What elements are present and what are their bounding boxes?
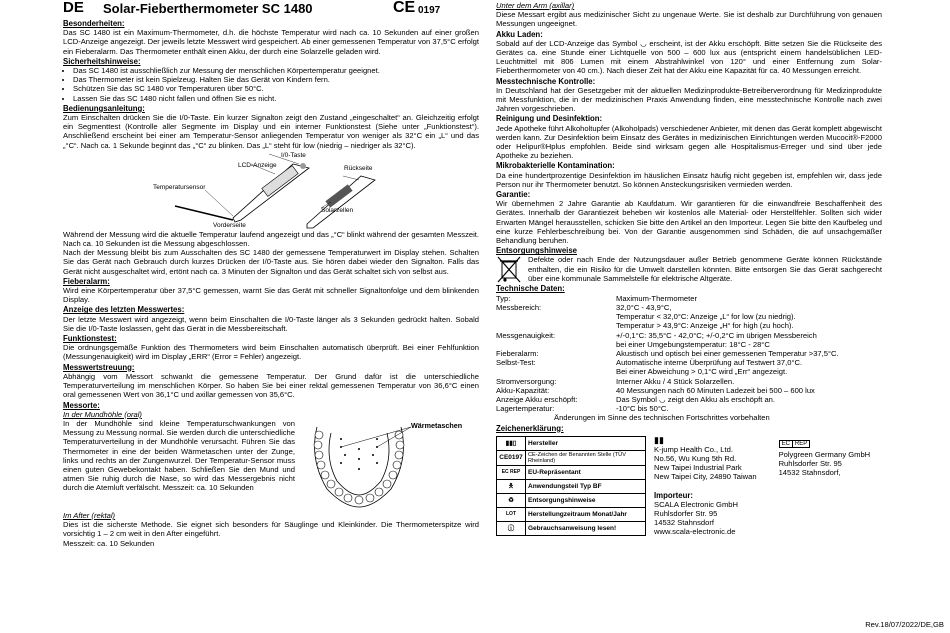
mund-heading: In der Mundhöhle (oral) xyxy=(63,409,142,419)
waermetaschen-label: Wärmetaschen xyxy=(411,420,463,430)
mund-text: In der Mundhöhle sind kleine Temperaturschwankungen von Messung zu Messung normal. Sie werden durch die unterschiedliche Temperaturverteilung in der Mundhöhle verursacht. Führen Sie das Thermometer in eine der beiden Wärmetaschen unter der Zunge, links und rechts an der Zungenwurzel. Der Temperatur-Sensor muss einen guten Gewebekontakt haben. Schließen Sie den Mund und atmen Sie ruhig durch die Nase, so wird das Messergebnis nicht durch die Atemluft verfälscht. Messzeit: ca. 10 Sekunden xyxy=(63,418,295,493)
funktionstest-text: Die ordnungsgemäße Funktion des Thermometers wird beim Einschalten automatisch überprüft. Bei einer Fehlfunktion (Messungenauigkeit) wird im Display „ERR“ (Error = Fehler) angezeigt. xyxy=(63,343,479,362)
entsorgung-section xyxy=(496,255,882,283)
importer-address xyxy=(654,491,870,536)
list-item: • Das SC 1480 ist ausschließlich zur Messung der menschlichen Körpertemperatur geeignet. xyxy=(73,66,479,75)
address-line: New Taipei Industrial Park xyxy=(654,462,742,472)
importer-heading: Importeur: xyxy=(654,490,693,500)
io-taste-label: I/0-Taste xyxy=(281,151,306,159)
tech-label: Messgenauigkeit: xyxy=(496,330,556,340)
symbol-desc: CE-Zeichen der Benannten Stelle (TÜV Rheinland) xyxy=(526,450,646,465)
tech-value: Temperatur > 43,9°C: Anzeige „H“ for high (zu hoch). xyxy=(616,321,794,331)
language-code: DE xyxy=(63,0,84,16)
address-line: www.scala-electronic.de xyxy=(654,526,736,536)
manufacturer-icon: ▮▮▯ xyxy=(497,436,526,450)
sicherheit-heading: Sicherheitshinweise: xyxy=(63,56,141,66)
tech-value: Das Symbol ◡ zeigt den Akku als erschöpft an. xyxy=(616,394,776,404)
funktionstest-heading: Funktionstest: xyxy=(63,334,117,344)
address-line: Polygreen Germany GmbH xyxy=(778,449,871,459)
messwertstreuung-heading: Messwertstreuung: xyxy=(63,362,135,372)
manufacturer-address xyxy=(654,436,757,481)
thermometer-front-icon xyxy=(175,163,309,222)
wheelie-bin-crossed-icon xyxy=(496,255,522,283)
tech-value: 32,0°C - 43,9°C, xyxy=(616,302,672,312)
address-line: SCALA Electronic GmbH xyxy=(654,499,738,509)
after-heading: Im After (rektal) xyxy=(63,510,116,520)
sensor-label: Temperatursensor xyxy=(153,183,206,191)
tech-value: 40 Messungen nach 60 Minuten Ladezeit bei 500 – 600 lux xyxy=(616,385,815,395)
arm-heading: Unter dem Arm (axillar) xyxy=(496,1,575,10)
symbols-and-addresses xyxy=(496,436,882,536)
tech-label: Typ: xyxy=(496,293,511,303)
address-line: Ruhlsdorfer Str. 95 xyxy=(654,508,718,518)
table-row xyxy=(497,479,646,493)
table-row xyxy=(497,521,646,535)
tech-value: Bei einer Abweichung > 0,1°C wird „Err“ angezeigt. xyxy=(616,367,788,377)
left-column xyxy=(63,0,479,548)
sicherheit-list xyxy=(63,66,479,103)
kontrolle-heading: Messtechnische Kontrolle: xyxy=(496,76,596,86)
address-line: No.56, Wu Kung 5th Rd. xyxy=(654,453,737,463)
address-block xyxy=(654,436,870,536)
tech-label xyxy=(496,367,614,376)
table-row xyxy=(497,450,646,465)
list-item: • Schützen Sie das SC 1480 vor Temperaturen über 50°C. xyxy=(73,84,479,93)
symbol-desc: EU-Repräsentant xyxy=(526,465,646,479)
revision-label: Rev.18/07/2022/DE,GB xyxy=(865,619,944,629)
ec-badge: EC xyxy=(779,440,793,448)
zeichen-heading: Zeichenerklärung: xyxy=(496,423,564,433)
ce-icon: CE0197 xyxy=(497,450,526,465)
factory-icon: ▮▮ xyxy=(654,434,664,445)
right-column xyxy=(496,0,882,536)
mund-section xyxy=(63,419,479,511)
symbol-desc: Entsorgungshinweise xyxy=(526,493,646,507)
lot-icon: LOT xyxy=(497,507,526,521)
tech-label xyxy=(496,321,614,330)
tech-value: Temperatur < 32,0°C: Anzeige „L“ for low (zu niedrig). xyxy=(616,312,796,322)
messung-text-1: Während der Messung wird die aktuelle Temperatur laufend angezeigt und das „°C“ blinkt während der gesamten Messzeit. Nach ca. 10 Sekunden ist die Messung abgeschlossen. xyxy=(63,229,479,249)
after-zeit: Messzeit: ca. 10 Sekunden xyxy=(63,538,155,548)
entsorgung-text: Defekte oder nach Ende der Nutzungsdauer außer Betrieb genommene Geräte können Rückstände enthalten, die ein Risiko für die Umwelt darstellen könnten. Bitte entsorgen Sie das Gerät sachgerecht über eine kommunale Sammelstelle für elektrische Altgeräte. xyxy=(528,255,882,283)
tech-label: Lagertemperatur: xyxy=(496,404,555,414)
table-row xyxy=(497,493,646,507)
address-line: 14532 Stahnsdorf xyxy=(654,517,714,527)
tech-value: +/-0,1°C: 35,5°C - 42,0°C; +/-0,2°C im übrigen Messbereich xyxy=(616,330,817,340)
kontrolle-text: In Deutschland hat der Gesetzgeber mit der aktuellen Medizinprodukte-Betreiberverordnung für Medizinprodukte mit Messfunktion, die in der medizinischen Praxis Anwendung finden, eine messtechnische Kontrolle nach zwei Jahren vorgeschrieben. xyxy=(496,85,882,114)
table-row xyxy=(497,507,646,521)
solarzellen-label: Solarzellen xyxy=(321,206,354,214)
disposal-icon: ♻ xyxy=(497,493,526,507)
fieberalarm-text: Wird eine Körpertemperatur über 37,5°C gemessen, warnt Sie das Gerät mit schneller Signaltonfolge und dem blinkenden Display. xyxy=(63,286,479,305)
anzeige-heading: Anzeige des letzten Messwertes: xyxy=(63,305,185,315)
tech-label: Stromversorgung: xyxy=(496,376,557,386)
thermometer-figure xyxy=(63,150,479,230)
tech-value: Akustisch und optisch bei einer gemessenen Temperatur >37,5°C. xyxy=(616,348,839,358)
vorderseite-label: Vorderseite xyxy=(213,221,246,229)
besonderheiten-text: Das SC 1480 ist ein Maximum-Thermometer, d.h. die höchste Temperatur wird nach ca. 10 Sekunden auf einer großen LCD-Anzeige angezeigt. Der jeweils letzte Messwert wird gespeichert. Ab einer gemessenen Temperatur von 37,5°C erfolgt ein Fieberalarm. Das Thermometer enthält einen Akku, der durch eine Solarzelle geladen wird. xyxy=(63,28,479,56)
arm-text: Diese Messart ergibt aus medizinischer Sicht zu ungenaue Werte. Sie ist deshalb zur Durchführung von genauen Messungen ungeeignet. xyxy=(496,10,882,29)
mikro-text: Da eine hundertprozentige Desinfektion im häuslichen Einsatz häufig nicht gegeben ist, empfehlen wir, dass jede Person nur ihr Thermometer benutzt. So können Ansteckungsrisiken vermieden werden. xyxy=(496,170,882,189)
table-row xyxy=(497,436,646,450)
info-icon: ⓘ xyxy=(497,521,526,535)
ec-rep-icon: EC REP xyxy=(497,465,526,479)
rueckseite-label: Rückseite xyxy=(344,164,373,172)
messorte-heading: Messorte: xyxy=(63,400,100,410)
rep-badge: REP xyxy=(793,440,810,448)
teeth-diagram-icon xyxy=(299,419,479,511)
tech-table xyxy=(496,294,882,414)
mouth-figure xyxy=(299,419,479,511)
lcd-label: LCD-Anzeige xyxy=(238,161,277,169)
symbol-table xyxy=(496,436,646,536)
tech-value: -10°C bis 50°C. xyxy=(616,404,669,414)
akku-text: Sobald auf der LCD-Anzeige das Symbol ◡ erscheint, ist der Akku erschöpft. Bitte setzen Sie die Rückseite des Gerätes ca. eine Stunde einer Lichtquelle von 500 – 600 lux aus (entspricht einem handelsüblichen LED-Leuchtmittel mit 806 Lumen mit einem Abstrahlwinkel von 120° und einer Entfernung zum Solar-Fieberthermometer von 40 cm.). Nach dieser Zeit hat der Akku eine Kapazität für ca. 40 Messungen erreicht. xyxy=(496,38,882,76)
header xyxy=(63,0,479,18)
address-line: New Taipei City, 24890 Taiwan xyxy=(654,471,757,481)
ec-rep-address xyxy=(779,436,871,481)
symbol-desc: Gebrauchsanweisung lesen! xyxy=(526,521,646,535)
messung-text-2: Nach der Messung bleibt bis zum Ausschalten des SC 1480 der gemessene Temperaturwert im Display stehen. Schalten Sie das Gerät nach Gebrauch durch kurzes Drücken der I/0-Taste aus. Sie hören dabei wieder den Signalton. Falls das Gerät nicht ausgeschaltet wird, ertönt nach ca. 3 Minuten der Signalton und das Gerät schaltet sich von selbst aus. xyxy=(63,248,479,276)
tech-label: Messbereich: xyxy=(496,302,542,312)
after-text: Dies ist die sicherste Methode. Sie eignet sich besonders für Säuglinge und Kleinkinder. Die Thermometerspitze wird vorsichtig 1 – 2 cm weit in den After eingeführt. xyxy=(63,520,479,539)
reinigung-text: Jede Apotheke führt Alkoholtupfer (Alkoholpads) verschiedener Anbieter, mit denen das Gerät komplett abgewischt werden kann. Zur Desinfektion beim Einsatz des Gerätes in medizinischen Einrichtungen werden Mucocit®-F2000 oder Helipur®Hplus empfohlen. Beide sind wirksam gegen alle Hospitalismus-Erreger und sind über jede Apotheke zu beziehen. xyxy=(496,123,882,161)
akku-heading: Akku Laden: xyxy=(496,29,543,39)
address-line: 14532 Stahnsdorf, xyxy=(778,467,841,477)
tech-value: Automatische interne Überprüfung auf Testwert 37,0°C. xyxy=(616,358,803,368)
anzeige-text: Der letzte Messwert wird angezeigt, wenn beim Einschalten die I/0-Taste länger als 3 Sekunden gedrückt halten. Sobald Sie die I/0-Taste loslassen, geht das Gerät in die Messbereitschaft. xyxy=(63,314,479,333)
mikro-heading: Mikrobakterielle Kontamination: xyxy=(496,161,615,171)
ce-mark-icon: CE xyxy=(393,0,416,16)
messwertstreuung-text: Abhängig vom Messort schwankt die gemessene Temperatur. Der Grund dafür ist die unterschiedliche Temperaturverteilung im menschlichen Körper. So haben Sie bei einer rektal gemessenen Temperatur von 36,6°C einen oral gemessenen Wert von 36,1°C und axillar gemessen von 35,6°C. xyxy=(63,371,479,400)
bedienung-heading: Bedienungsanleitung: xyxy=(63,103,145,113)
tech-value: Interner Akku / 4 Stück Solarzellen. xyxy=(616,376,735,386)
address-line: K-jump Health Co., Ltd. xyxy=(654,444,733,454)
tech-label: Fieberalarm: xyxy=(496,348,539,358)
thermometer-back-icon xyxy=(307,176,375,228)
tech-label xyxy=(496,340,614,349)
tech-label: Anzeige Akku erschöpft: xyxy=(496,394,578,404)
tech-note: Änderungen im Sinne des technischen Fortschrittes vorbehalten xyxy=(554,413,770,423)
tech-label: Akku-Kapazität: xyxy=(496,385,550,395)
type-bf-icon: 🯅 xyxy=(497,479,526,493)
garantie-heading: Garantie: xyxy=(496,190,531,200)
tech-heading: Technische Daten: xyxy=(496,284,565,294)
document-title: Solar-Fieberthermometer SC 1480 xyxy=(103,1,313,16)
table-row xyxy=(497,465,646,479)
reinigung-heading: Reinigung und Desinfektion: xyxy=(496,114,603,124)
symbol-desc: Herstellungzeitraum Monat/Jahr xyxy=(526,507,646,521)
list-item: • Lassen Sie das SC 1480 nicht fallen und öffnen Sie es nicht. xyxy=(73,94,479,103)
fieberalarm-heading: Fieberalarm: xyxy=(63,276,110,286)
tech-value: Maximum-Thermometer xyxy=(616,293,698,303)
besonderheiten-heading: Besonderheiten: xyxy=(63,19,125,28)
ce-number: 0197 xyxy=(418,5,441,16)
tech-value: bei einer Umgebungstemperatur: 18°C - 28°C xyxy=(616,339,770,349)
entsorgung-heading: Entsorgungshinweise xyxy=(496,246,578,256)
tech-label xyxy=(496,312,614,321)
tech-label: Selbst-Test: xyxy=(496,358,536,368)
symbol-desc: Anwendungsteil Typ BF xyxy=(526,479,646,493)
list-item: • Das Thermometer ist kein Spielzeug. Halten Sie das Gerät von Kindern fern. xyxy=(73,75,479,84)
garantie-text: Wir übernehmen 2 Jahre Garantie ab Kaufdatum. Wir garantieren für die einwandfreie Beschaffenheit des Gerätes. Innerhalb der Garantiezeit beheben wir kostenlos alle Material- oder Herstellfehler. Sollten sich wider Erwarten Mängel herausstellen, schicken Sie bitte den Artikel an den Importeur. Legen Sie bitte den Kaufbeleg und eine kurze Fehlerbeschreibung bei. Von der Garantie ausgenommen sind Schäden, die auf unsachgemäßer Behandlung beruhen. xyxy=(496,199,882,246)
bedienung-text: Zum Einschalten drücken Sie die I/0-Taste. Ein kurzer Signalton zeigt den Zustand „eingeschaltet“ an. Gleichzeitig erfolgt ein Segmenttest (Kontrolle aller Segmente im Display und ein interner Funktionstest (Siehe unter „Funktionstest“). Anschließend erscheint bei einer am Temperatur-Sensor anliegenden Temperatur von weniger als 32°C ein „L“ und das „°C“. Nach ca. 1 Sekunde beginnt das „°C“ zu blinken. Das „L“ steht für low (niedrig – niedriger als 32°C). xyxy=(63,113,479,150)
symbol-desc: Hersteller xyxy=(526,436,646,450)
address-line: Ruhlsdorfer Str. 95 xyxy=(778,458,842,468)
